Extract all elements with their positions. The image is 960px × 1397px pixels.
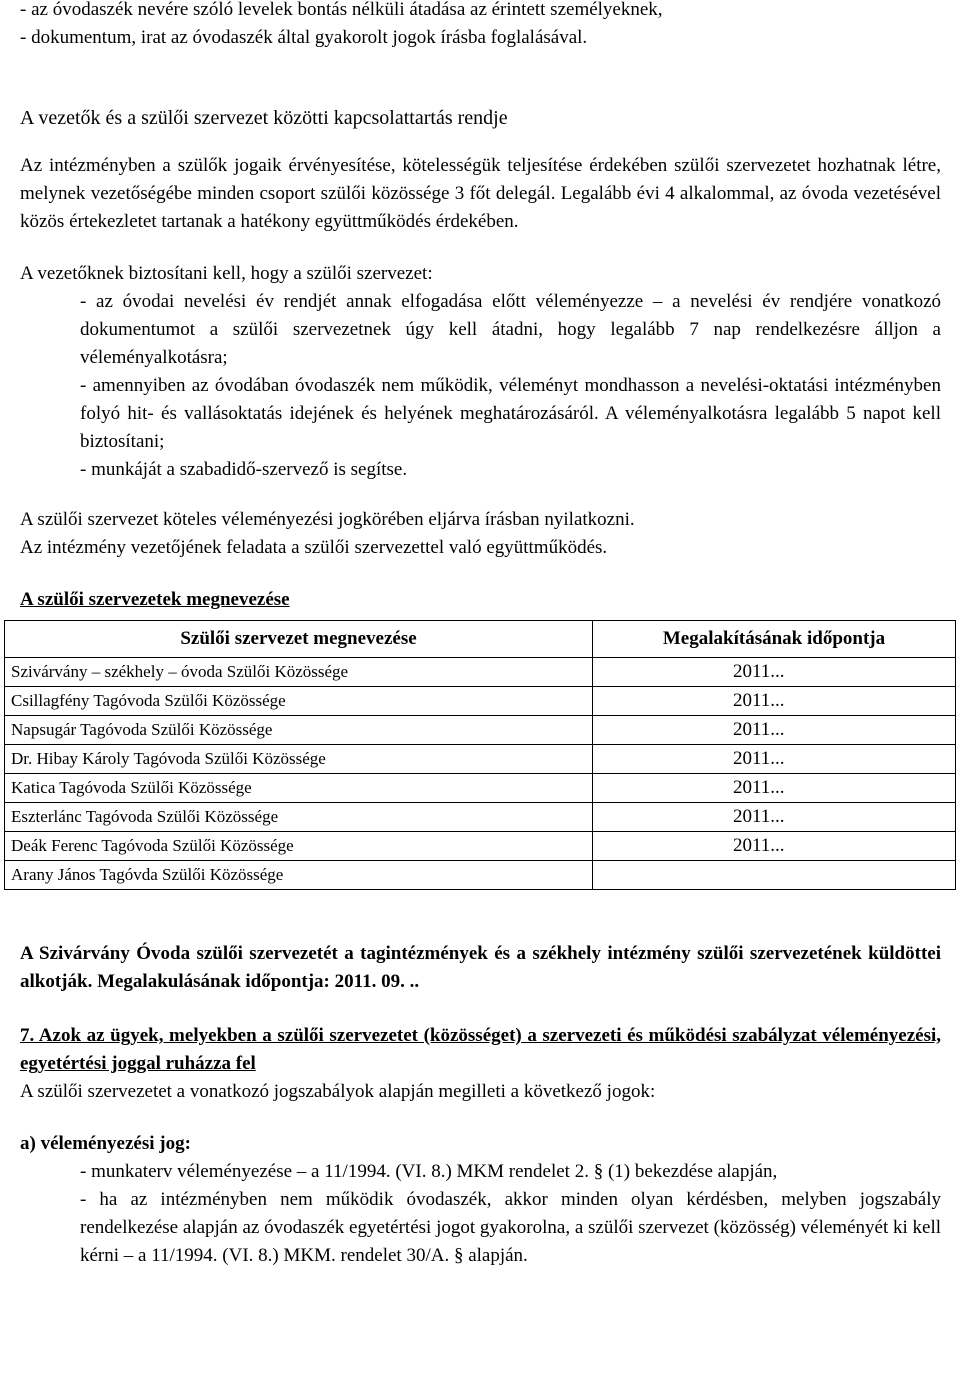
table-row bbox=[5, 774, 956, 803]
list-item-workplan-opinion: - munkaterv véleményezése – a 11/1994. (VI. 8.) MKM rendelet 2. § (1) bekezdése alapján, bbox=[80, 1161, 778, 1182]
header-founding-date: Megalakításának időpontja bbox=[593, 621, 956, 658]
org-name-cell: Dr. Hibay Károly Tagóvoda Szülői Közössége bbox=[5, 745, 593, 774]
table-row bbox=[5, 716, 956, 745]
org-name-cell: Szivárvány – székhely – óvoda Szülői Közössége bbox=[5, 658, 593, 687]
table-row bbox=[5, 803, 956, 832]
list-item-leisure-organizer: - munkáját a szabadidő-szervező is segítse. bbox=[80, 459, 408, 480]
org-name-cell: Eszterlánc Tagóvoda Szülői Közössége bbox=[5, 803, 593, 832]
document-page bbox=[11, 0, 941, 1270]
paragraph-leader-task: Az intézmény vezetőjének feladata a szülői szervezettel való együttműködés. bbox=[20, 537, 608, 558]
paragraph-parent-organization: Az intézményben a szülők jogaik érvényesítése, kötelességük teljesítése érdekében szülői szervezetet hozhatnak létre, melynek vezetőségébe minden csoport szülői közössége 3 főt delegál. Legalább évi 4 alkalommal, az óvoda vezetésével közös értekezletet tartanak a hatékony együttműködés érdekében. bbox=[20, 155, 941, 232]
table-header-row bbox=[5, 621, 956, 658]
subsection-title-opinion-right: a) véleményezési jog: bbox=[20, 1133, 191, 1154]
founding-date-cell: 2011... bbox=[593, 832, 956, 861]
founding-date-cell: 2011... bbox=[593, 716, 956, 745]
paragraph-statement-duty: A szülői szervezet köteles véleményezési jogkörében eljárva írásban nyilatkozni. bbox=[20, 509, 635, 530]
intro-line-2: - dokumentum, irat az óvodaszék által gyakorolt jogok írásba foglalásával. bbox=[20, 27, 588, 48]
section-title-matters: 7. Azok az ügyek, melyekben a szülői szervezetet (közösséget) a szervezeti és működési szabályzat véleményezési, egyetértési joggal ruházza fel bbox=[20, 1025, 941, 1074]
org-name-cell: Arany János Tagóvda Szülői Közössége bbox=[5, 861, 593, 890]
paragraph-delegates-note: A Szivárvány Óvoda szülői szervezetét a tagintézmények és a székhely intézmény szülői szervezetének küldöttei alkotják. Megalakulásának időpontja: 2011. 09. .. bbox=[20, 943, 941, 992]
founding-date-cell: 2011... bbox=[593, 745, 956, 774]
list-item-opinion-year: - az óvodai nevelési év rendjét annak elfogadása előtt véleményezze – a nevelési év rendjére vonatkozó dokumentumot a szülői szervezetnek úgy kell átadni, hogy legalább 7 nap rendelkezésre álljon a véleményalkotásra; bbox=[80, 291, 941, 368]
founding-date-cell bbox=[593, 861, 956, 890]
org-name-cell: Deák Ferenc Tagóvoda Szülői Közössége bbox=[5, 832, 593, 861]
intro-line-1: - az óvodaszék nevére szóló levelek bontás nélküli átadása az érintett személyeknek, bbox=[20, 0, 663, 20]
table-row bbox=[5, 687, 956, 716]
org-name-cell: Csillagfény Tagóvoda Szülői Közössége bbox=[5, 687, 593, 716]
founding-date-cell: 2011... bbox=[593, 687, 956, 716]
organizations-table bbox=[4, 620, 956, 890]
org-name-cell: Katica Tagóvoda Szülői Közössége bbox=[5, 774, 593, 803]
founding-date-cell: 2011... bbox=[593, 658, 956, 687]
section-title-organizations: A szülői szervezetek megnevezése bbox=[20, 589, 290, 610]
table-row bbox=[5, 658, 956, 687]
table-row bbox=[5, 832, 956, 861]
section-title-contact: A vezetők és a szülői szervezet közötti kapcsolattartás rendje bbox=[20, 107, 508, 129]
table-row bbox=[5, 861, 956, 890]
list-item-no-board-opinion: - ha az intézményben nem működik óvodaszék, akkor minden olyan kérdésben, melyben jogszabály rendelkezése alapján az óvodaszék egyetértési jogot gyakorolna, a szülői szervezet (közösség) véleményét ki kell kérni – a 11/1994. (VI. 8.) MKM. rendelet 30/A. § alapján. bbox=[80, 1189, 941, 1266]
org-name-cell: Napsugár Tagóvoda Szülői Közössége bbox=[5, 716, 593, 745]
list-item-religion-education: - amennyiben az óvodában óvodaszék nem működik, véleményt mondhasson a nevelési-oktatási intézményben folyó hit- és vallásoktatás idejének és helyének meghatározásáról. A véleményalkotásra legalább 5 napot kell biztosítani; bbox=[80, 375, 941, 452]
table-row bbox=[5, 745, 956, 774]
header-org-name: Szülői szervezet megnevezése bbox=[5, 621, 593, 658]
paragraph-leaders-intro: A vezetőknek biztosítani kell, hogy a szülői szervezet: bbox=[20, 263, 433, 284]
founding-date-cell: 2011... bbox=[593, 803, 956, 832]
paragraph-rights-intro: A szülői szervezetet a vonatkozó jogszabályok alapján megilleti a következő jogok: bbox=[20, 1081, 656, 1102]
founding-date-cell: 2011... bbox=[593, 774, 956, 803]
